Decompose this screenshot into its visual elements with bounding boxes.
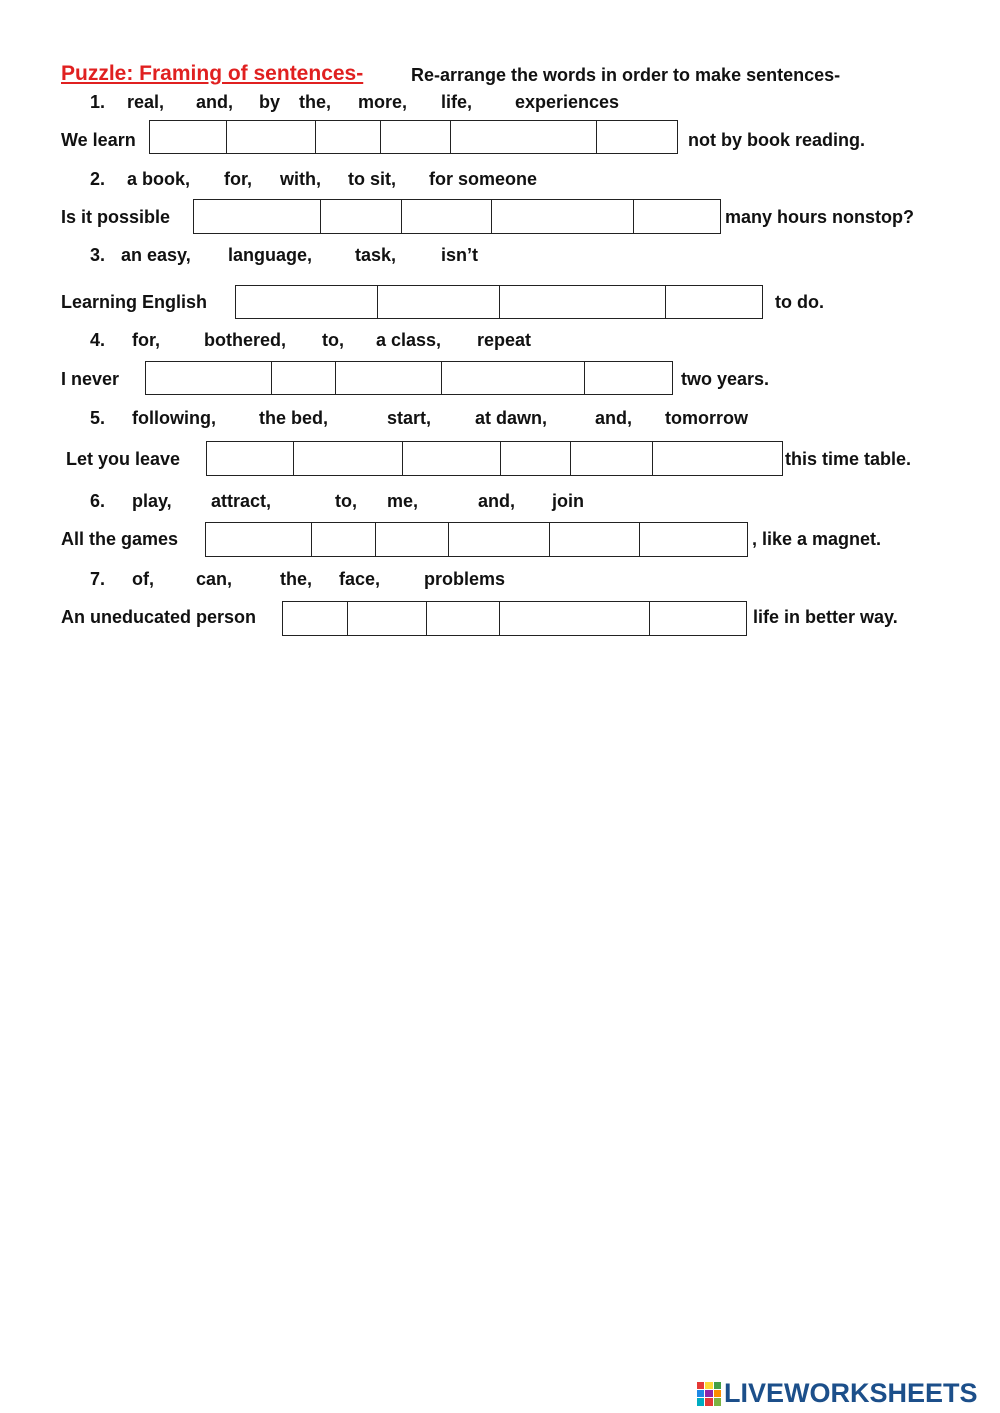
- word-chip: for someone: [429, 169, 538, 189]
- answer-box[interactable]: [666, 286, 761, 318]
- word-chip: of,: [132, 569, 154, 589]
- liveworksheets-logo: [697, 1378, 978, 1409]
- question-2-prefix: Is it possible: [61, 207, 171, 227]
- answer-box[interactable]: [449, 523, 550, 556]
- word-chip: a book,: [127, 169, 191, 189]
- word-chip: face,: [339, 569, 381, 589]
- answer-box[interactable]: [500, 602, 650, 635]
- word-chip: at dawn,: [475, 408, 548, 428]
- worksheet-instruction: Re-arrange the words in order to make sentences-: [411, 65, 841, 85]
- word-chip: for,: [224, 169, 253, 189]
- question-number: 6.: [90, 491, 106, 511]
- word-chip: task,: [355, 245, 397, 265]
- word-chip: to sit,: [348, 169, 396, 189]
- question-4-answer-boxes: [145, 361, 673, 395]
- answer-box[interactable]: [550, 523, 640, 556]
- word-chip: more,: [358, 92, 408, 112]
- answer-box[interactable]: [272, 362, 336, 394]
- answer-box[interactable]: [585, 362, 671, 394]
- word-chip: the,: [299, 92, 332, 112]
- word-chip: to,: [322, 330, 344, 350]
- answer-box[interactable]: [501, 442, 571, 475]
- word-chip: join: [552, 491, 584, 511]
- word-chip: a class,: [376, 330, 442, 350]
- question-6-answer-boxes: [205, 522, 748, 557]
- answer-box[interactable]: [316, 121, 381, 153]
- word-chip: with,: [280, 169, 321, 189]
- answer-box[interactable]: [653, 442, 781, 475]
- answer-box[interactable]: [194, 200, 321, 233]
- word-chip: language,: [228, 245, 313, 265]
- question-number: 4.: [90, 330, 106, 350]
- word-chip: start,: [387, 408, 432, 428]
- answer-box[interactable]: [321, 200, 402, 233]
- question-5-prefix: Let you leave: [66, 449, 181, 469]
- answer-box[interactable]: [597, 121, 676, 153]
- word-chip: experiences: [515, 92, 620, 112]
- word-chip: and,: [196, 92, 234, 112]
- question-1-answer-boxes: [149, 120, 678, 154]
- question-5-suffix: this time table.: [785, 449, 912, 469]
- word-chip: real,: [127, 92, 165, 112]
- answer-box[interactable]: [403, 442, 501, 475]
- answer-box[interactable]: [381, 121, 451, 153]
- question-6-suffix: , like a magnet.: [752, 529, 882, 549]
- logo-text: LIVEWORKSHEETS: [724, 1378, 978, 1408]
- answer-box[interactable]: [236, 286, 378, 318]
- question-7-prefix: An uneducated person: [61, 607, 257, 627]
- word-chip: tomorrow: [665, 408, 748, 428]
- question-number: 3.: [90, 245, 106, 265]
- word-chip: to,: [335, 491, 357, 511]
- word-chip: bothered,: [204, 330, 287, 350]
- question-number: 1.: [90, 92, 106, 112]
- question-5-answer-boxes: [206, 441, 783, 476]
- question-2-answer-boxes: [193, 199, 721, 234]
- answer-box[interactable]: [150, 121, 227, 153]
- answer-box[interactable]: [492, 200, 634, 233]
- answer-box[interactable]: [207, 442, 294, 475]
- question-7-suffix: life in better way.: [753, 607, 898, 627]
- question-6-prefix: All the games: [61, 529, 179, 549]
- answer-box[interactable]: [634, 200, 719, 233]
- answer-box[interactable]: [227, 121, 316, 153]
- word-chip: play,: [132, 491, 172, 511]
- word-chip: attract,: [211, 491, 272, 511]
- question-4-suffix: two years.: [681, 369, 770, 389]
- answer-box[interactable]: [427, 602, 500, 635]
- question-7-answer-boxes: [282, 601, 747, 636]
- worksheet-title: Puzzle: Framing of sentences-: [61, 62, 364, 85]
- word-chip: following,: [132, 408, 216, 428]
- question-number: 5.: [90, 408, 106, 428]
- question-1-prefix: We learn: [61, 130, 136, 150]
- answer-box[interactable]: [348, 602, 427, 635]
- question-4-prefix: I never: [61, 369, 120, 389]
- question-number: 7.: [90, 569, 106, 589]
- answer-box[interactable]: [378, 286, 500, 318]
- word-chip: problems: [424, 569, 506, 589]
- question-3-prefix: Learning English: [61, 292, 208, 312]
- word-chip: and,: [478, 491, 516, 511]
- word-chip: the,: [280, 569, 313, 589]
- answer-box[interactable]: [336, 362, 442, 394]
- word-chip: me,: [387, 491, 419, 511]
- answer-box[interactable]: [206, 523, 312, 556]
- answer-box[interactable]: [571, 442, 653, 475]
- liveworksheets-logo-icon: [697, 1382, 721, 1406]
- question-1-suffix: not by book reading.: [688, 130, 866, 150]
- question-2-suffix: many hours nonstop?: [725, 207, 914, 227]
- word-chip: isn’t: [441, 245, 479, 265]
- answer-box[interactable]: [376, 523, 449, 556]
- word-chip: by: [259, 92, 281, 112]
- question-number: 2.: [90, 169, 106, 189]
- word-chip: an easy,: [121, 245, 191, 265]
- answer-box[interactable]: [402, 200, 492, 233]
- answer-box[interactable]: [312, 523, 376, 556]
- word-chip: can,: [196, 569, 233, 589]
- question-3-suffix: to do.: [775, 292, 824, 312]
- word-chip: repeat: [477, 330, 532, 350]
- answer-box[interactable]: [283, 602, 348, 635]
- answer-box[interactable]: [294, 442, 403, 475]
- word-chip: life,: [441, 92, 473, 112]
- answer-box[interactable]: [650, 602, 745, 635]
- word-chip: and,: [595, 408, 633, 428]
- answer-box[interactable]: [500, 286, 666, 318]
- answer-box[interactable]: [640, 523, 746, 556]
- answer-box[interactable]: [451, 121, 597, 153]
- answer-box[interactable]: [442, 362, 585, 394]
- answer-box[interactable]: [146, 362, 272, 394]
- word-chip: the bed,: [259, 408, 329, 428]
- word-chip: for,: [132, 330, 161, 350]
- question-3-answer-boxes: [235, 285, 763, 319]
